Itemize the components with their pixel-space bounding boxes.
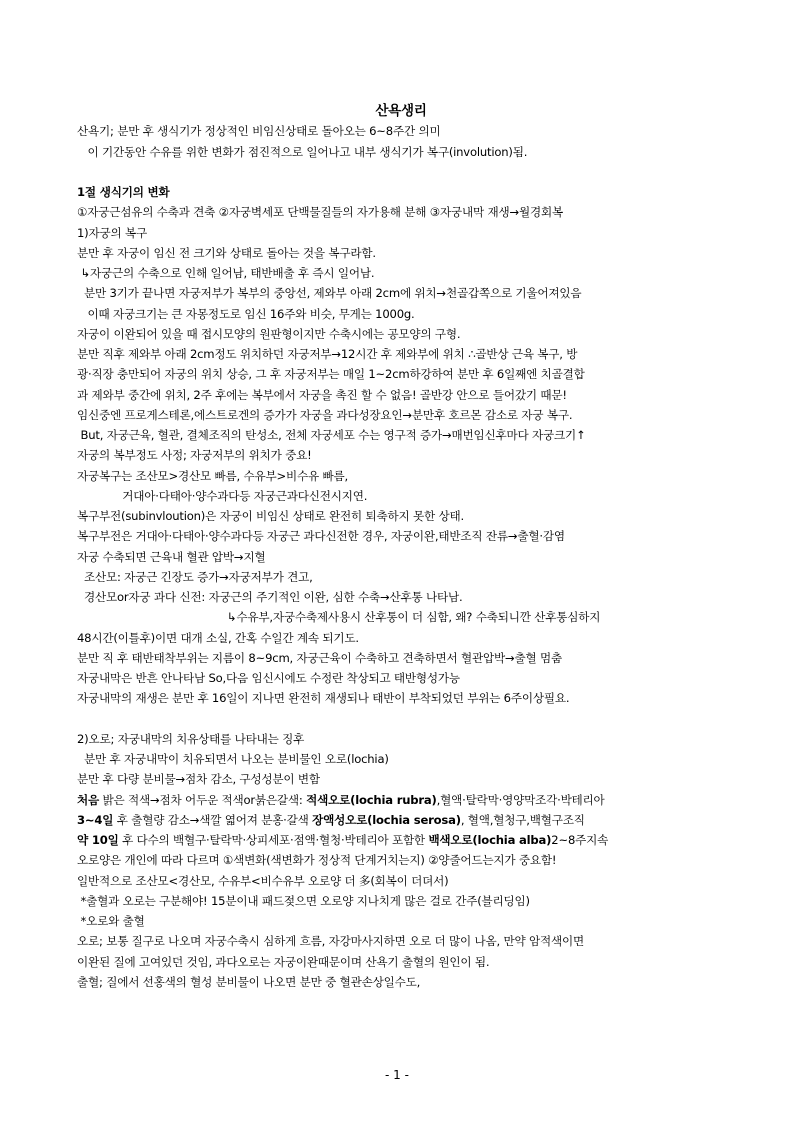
term-text: 장액성오로(lochia serosa) bbox=[312, 812, 461, 827]
body-line: 이때 자궁크기는 큰 자몽정도로 임신 16주와 비슷, 무게는 1000g. bbox=[77, 306, 415, 321]
body-line: 복구부전은 거대아·다태아·양수과다등 자궁근 과다신전한 경우, 자궁이완,태반조직 잔류→출혈·감염 bbox=[77, 529, 565, 544]
section-heading: 2)오로; 자궁내막의 치유상태를 나타내는 징후 bbox=[77, 731, 305, 746]
body-line: 오로; 보통 질구로 나오며 자궁수축시 심하게 흐름, 자강마사지하면 오로 더 많이 나옴, 만약 암적색이면 bbox=[77, 934, 584, 949]
body-line: 오로양은 개인에 따라 다르며 ①색변화(색변화가 정상적 단계거치는지) ②양줄어드는지가 중요함! bbox=[77, 853, 557, 868]
body-line: *출혈과 오로는 구분해야! 15분이내 패드젖으면 오로양 지나치게 많은 걸로 간주(블리딩임) bbox=[77, 893, 530, 908]
page-content bbox=[77, 101, 725, 992]
body-line: ①자궁근섬유의 수축과 견축 ②자궁벽세포 단백물질들의 자가용해 분해 ③자궁내막 재생→월경회복 bbox=[77, 205, 563, 220]
section-2-body bbox=[77, 850, 725, 992]
body-line: 복구부전(subinvloution)은 자궁이 비임신 상태로 완전히 퇴축하지 못한 상태. bbox=[77, 509, 464, 523]
lochia-serosa-line bbox=[77, 810, 725, 830]
page-number: - 1 - bbox=[385, 1068, 409, 1082]
body-line: 자궁내막은 반흔 안나타남 So,다음 임신시에도 수정란 착상되고 태반형성가능 bbox=[77, 671, 460, 685]
body-line: 조산모: 자궁근 긴장도 증가→자궁저부가 견고, bbox=[77, 569, 313, 584]
term-text: 백색오로(lochia alba) bbox=[428, 833, 552, 847]
body-line: 1)자궁의 복구 bbox=[77, 225, 147, 240]
body-line: ↳자궁근의 수축으로 인해 일어남, 태반배출 후 즉시 일어남. bbox=[77, 266, 375, 280]
spacer bbox=[77, 709, 725, 729]
body-line: 분만 직 후 태반태착부위는 지름이 8~9cm, 자궁근육이 수축하고 견축하면서 혈관압박→출혈 멈춤 bbox=[77, 650, 562, 665]
body-line: 분만 3기가 끝나면 자궁저부가 복부의 중앙선, 제와부 아래 2cm에 위치→천골갑쪽으로 기울어져있음 bbox=[77, 286, 582, 301]
intro-line: 이 기간동안 수유를 위한 변화가 점진적으로 일어나고 내부 생식기가 복구(involution)됨. bbox=[77, 144, 528, 159]
emphasis-text: 처음 bbox=[77, 792, 99, 807]
section-heading: 1절 생식기의 변화 bbox=[77, 185, 170, 199]
body-line: 자궁복구는 조산모>경산모 빠름, 수유부>비수유 빠름, bbox=[77, 468, 348, 483]
body-line: 분만 직후 제와부 아래 2cm정도 위치하던 자궁저부→12시간 후 제와부에 위치 ∴골반상 근육 복구, 방 bbox=[77, 347, 578, 361]
body-line: 자궁이 이완되어 있을 때 접시모양의 원판형이지만 수축시에는 공모양의 구형. bbox=[77, 326, 461, 341]
body-text: 후 다수의 백혈구·탈락막·상피세포·점액·혈청·박테리아 포함한 bbox=[118, 833, 429, 847]
body-line: 자궁내막의 재생은 분만 후 16일이 지나면 완전히 재생되나 태반이 부착되었던 부위는 6주이상필요. bbox=[77, 691, 570, 706]
body-text: 후 출혈량 감소→색깔 엷어져 분홍·갈색 bbox=[113, 812, 313, 827]
body-line: But, 자궁근육, 혈관, 결체조직의 탄성소, 전체 자궁세포 수는 영구적 증가→매번임신후마다 자궁크기↑ bbox=[77, 428, 586, 442]
body-line: 일반적으로 조산모<경산모, 수유부<비수유부 오로양 더 多(회복이 더뎌서) bbox=[77, 873, 449, 888]
lochia-rubra-line bbox=[77, 790, 725, 810]
body-line: 분만 후 다량 분비물→점차 감소, 구성성분이 변함 bbox=[77, 772, 320, 787]
body-line: 48시간(이틀후)이면 대개 소실, 간혹 수일간 계속 되기도. bbox=[77, 630, 359, 645]
lochia-alba-line bbox=[77, 830, 725, 850]
body-line: 자궁의 복부정도 사정; 자궁저부의 위치가 중요! bbox=[77, 448, 312, 463]
body-line: 출혈; 질에서 선홍색의 혈성 분비물이 나오면 분만 중 혈관손상일수도, bbox=[77, 974, 421, 989]
term-text: 적색오로(lochia rubra) bbox=[306, 792, 437, 807]
body-line: ↳수유부,자궁수축제사용시 산후통이 더 심함, 왜? 수축되니깐 산후통심하지 bbox=[77, 610, 601, 625]
body-line: 임신중엔 프로게스테론,에스트로겐의 증가가 자궁을 과다성장요인→분만후 호르몬 감소로 자궁 복구. bbox=[77, 407, 573, 422]
body-text: 밝은 적색→점차 어두운 적색or붉은갈색: bbox=[99, 792, 307, 807]
spacer bbox=[77, 162, 725, 182]
body-text: 2~8주지속 bbox=[551, 833, 609, 847]
body-line: 분만 후 자궁내막이 치유되면서 나오는 분비물인 오로(lochia) bbox=[77, 752, 389, 766]
body-line: 광·직장 충만되어 자궁의 위치 상승, 그 후 자궁저부는 매일 1~2cm하강하여 분만 후 6일째엔 치골결합 bbox=[77, 367, 585, 382]
section-1-body bbox=[77, 202, 725, 708]
body-line: 이완된 질에 고여있던 것임, 과다오로는 자궁이완때문이며 산욕기 출혈의 원인이 됨. bbox=[77, 954, 490, 969]
body-text: , 혈액,혈청구,백혈구조직 bbox=[460, 812, 585, 827]
body-line: 거대아·다태아·양수과다등 자궁근과다신전시지연. bbox=[77, 488, 368, 503]
body-line: *오로와 출혈 bbox=[77, 914, 145, 928]
body-line: 자궁 수축되면 근육내 혈관 압박→지혈 bbox=[77, 549, 266, 564]
emphasis-text: 약 10일 bbox=[77, 833, 119, 847]
body-text: ,혈액·탈락막·영양막조각·박테리아 bbox=[436, 792, 605, 807]
intro-line: 산욕기; 분만 후 생식기가 정상적인 비임신상태로 돌아오는 6~8주간 의미 bbox=[77, 124, 441, 139]
body-line: 과 제와부 중간에 위치, 2주 후에는 복부에서 자궁을 촉진 할 수 없음! 골반강 안으로 들어갔기 때문! bbox=[77, 387, 567, 402]
body-line: 분만 후 자궁이 임신 전 크기와 상태로 돌아는 것을 복구라함. bbox=[77, 245, 376, 260]
page-title: 산욕생리 bbox=[375, 103, 427, 119]
body-line: 경산모or자궁 과다 신전: 자궁근의 주기적인 이완, 심한 수축→산후통 나타남. bbox=[77, 590, 463, 604]
emphasis-text: 3~4일 bbox=[77, 812, 114, 827]
